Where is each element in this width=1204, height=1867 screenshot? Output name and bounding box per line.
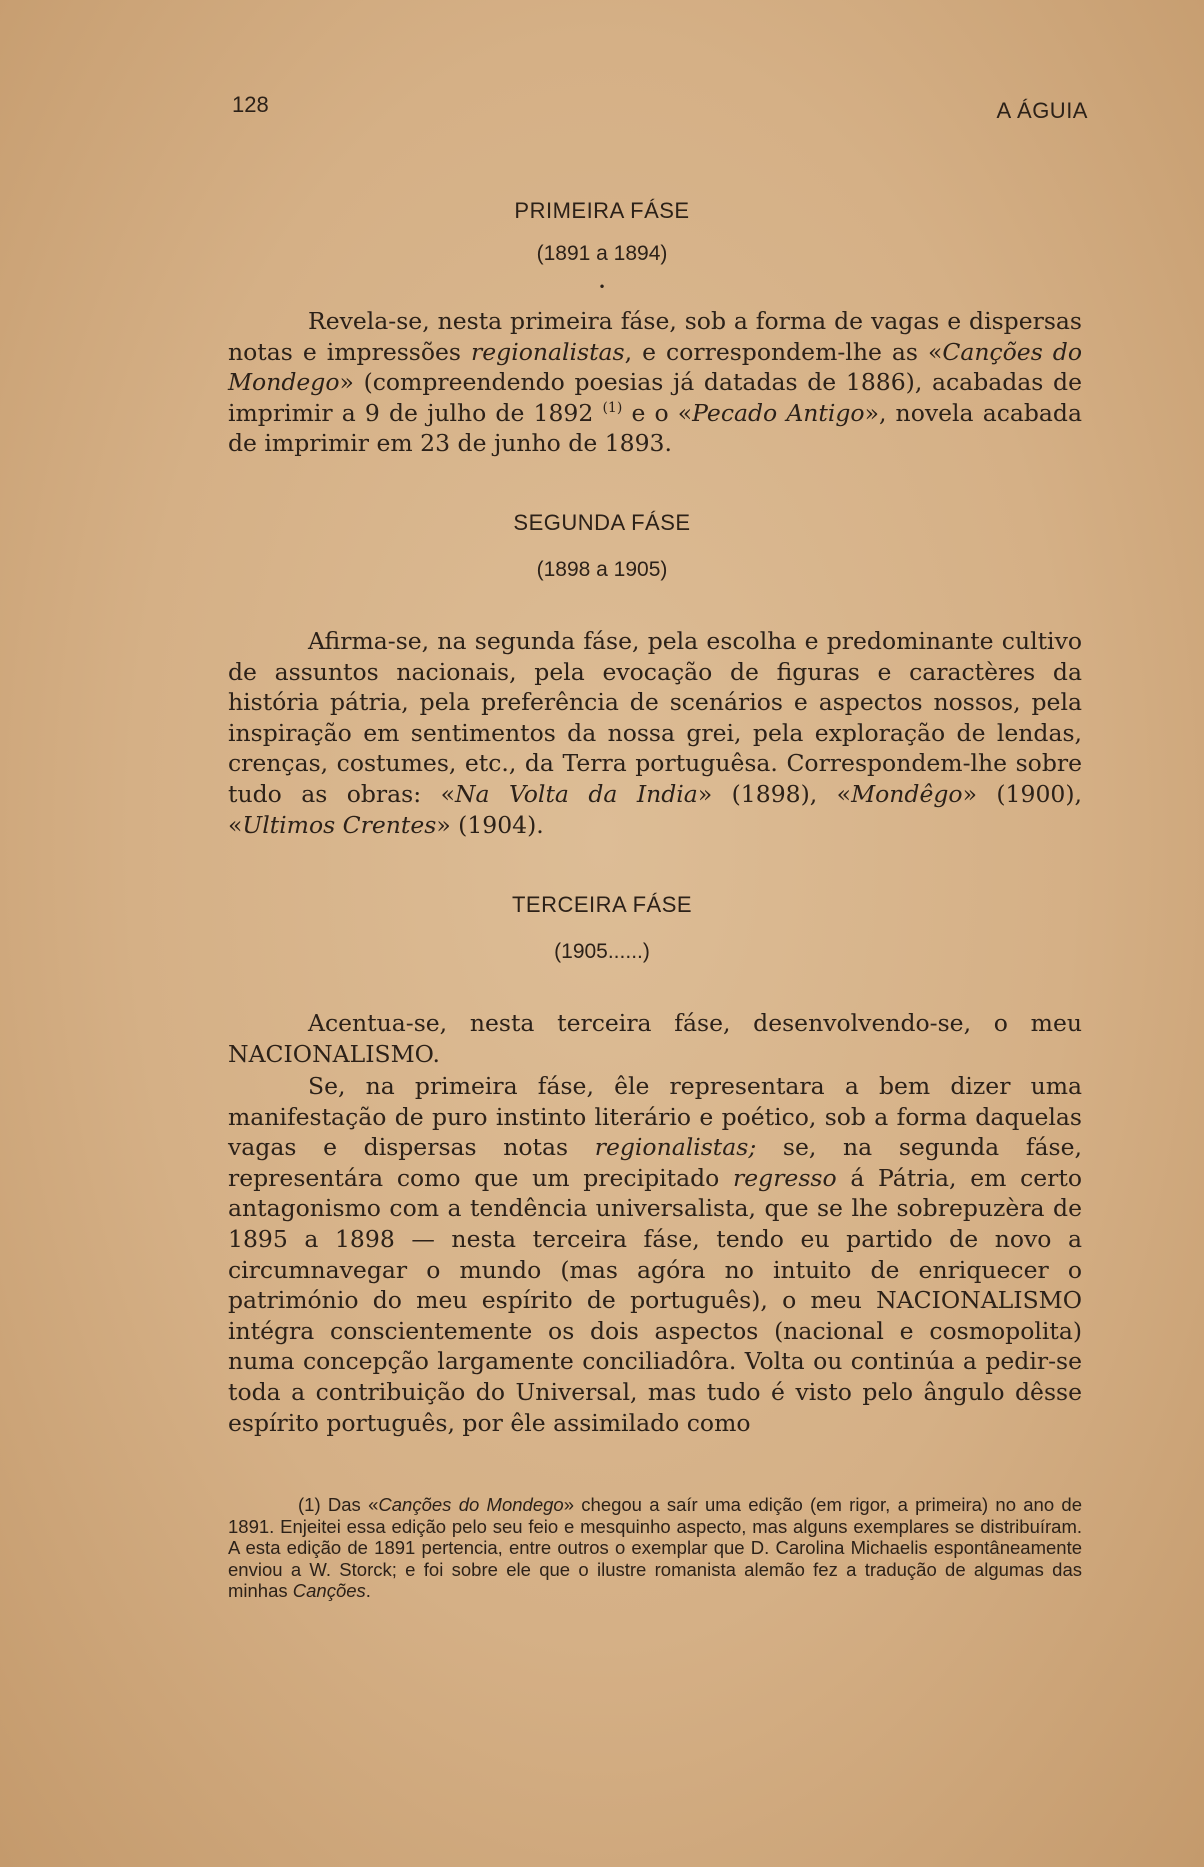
- section-dates-segunda: (1898 a 1905): [536, 558, 668, 581]
- section-dates-primeira: (1891 a 1894): [536, 242, 668, 265]
- footnote-reference: (1): [602, 399, 623, 416]
- section-title-primeira: PRIMEIRA FÁSE: [514, 198, 690, 223]
- ornament-mark: •: [598, 280, 606, 294]
- page-header: [0, 92, 1204, 132]
- running-head: A ÁGUIA: [996, 98, 1088, 123]
- footnote: (1) Das «Canções do Mondego» chegou a saír uma edição (em rigor, a primeira) no ano de 1891. Enjeitei essa edição pelo seu feio e mesquinho aspecto, mas alguns exemplares se distribuíram. A esta edição de 1891 pertencia, entre outros o exemplar que D. Carolina Michaelis espontâneamente enviou a W. Storck; e foi sobre ele que o ilustre romanista alemão fez a tradução de algumas das minhas Canções.: [228, 1494, 1082, 1602]
- section-title-terceira: TERCEIRA FÁSE: [511, 892, 693, 917]
- paragraph-terceira-fase-body: Se, na primeira fáse, êle representara a bem dizer uma manifestação de puro instinto literário e poético, sob a forma daquelas vagas e dispersas notas regionalistas; se, na segunda fáse, representára como que um precipitado regresso á Pátria, em certo antagonismo com a tendência universalista, que se lhe sobrepuzèra de 1895 a 1898 — nesta terceira fáse, tendo eu partido de novo a circumnavegar o mundo (mas agóra no intuito de enriquecer o património do meu espírito de português), o meu NACIONALISMO intégra conscientemente os dois aspectos (nacional e cosmopolita) numa concepção largamente conciliadôra. Volta ou continúa a pedir-se toda a contribuição do Universal, mas tudo é visto pelo ângulo dêsse espírito português, por êle assimilado como: [228, 1072, 1082, 1437]
- section-dates-terceira: (1905......): [554, 940, 650, 963]
- page-number: 128: [232, 92, 269, 117]
- paragraph-terceira-fase-intro: Acentua-se, nesta terceira fáse, desenvolvendo-se, o meu NACIONALISMO.: [228, 1009, 1082, 1068]
- section-title-segunda: SEGUNDA FÁSE: [513, 510, 691, 535]
- footnote-marker: (1): [298, 1494, 321, 1515]
- paragraph-primeira-fase: Revela-se, nesta primeira fáse, sob a forma de vagas e dispersas notas e impressões regionalistas, e correspondem-lhe as «Canções do Mondego» (compreendendo poesias já datadas de 1886), acabadas de imprimir a 9 de julho de 1892 $^{(1)}$ e o «Pecado Antigo», novela acabada de imprimir em 23 de junho de 1893.: [228, 307, 1082, 458]
- paragraph-segunda-fase: Afirma-se, na segunda fáse, pela escolha e predominante cultivo de assuntos nacionais, pela evocação de figuras e caractères da história pátria, pela preferência de scenários e aspectos nossos, pela inspiração em sentimentos da nossa grei, pela exploração de lendas, crenças, costumes, etc., da Terra portuguêsa. Correspondem-lhe sobre tudo as obras: «Na Volta da India» (1898), «Mondêgo» (1900), «Ultimos Crentes» (1904).: [228, 627, 1082, 839]
